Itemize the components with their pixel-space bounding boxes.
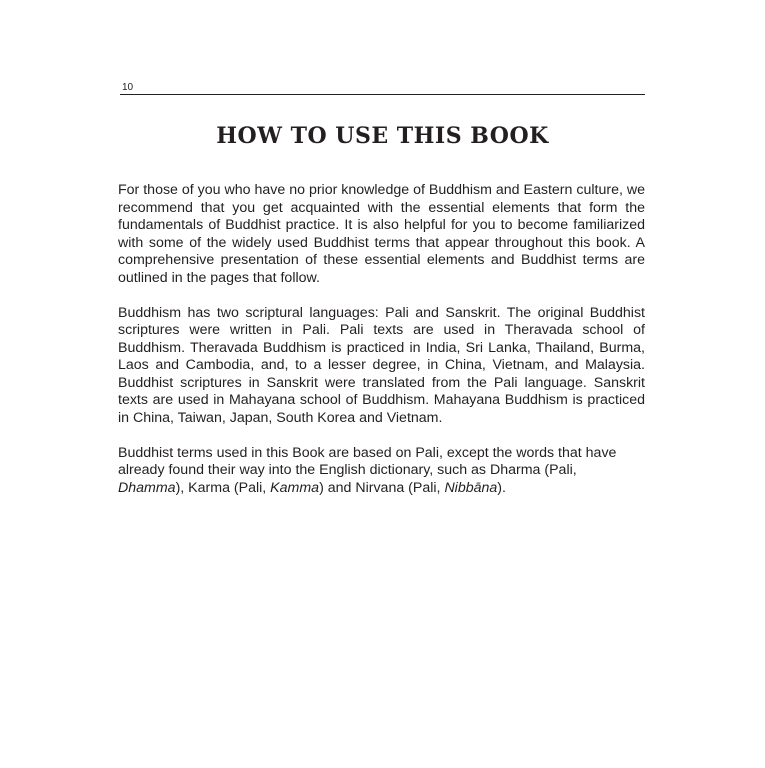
paragraph-3-text-1: Buddhist terms used in this Book are based on Pali, except the words that have already found their way into the English dictionary, such as Dharma (Pali, — [118, 444, 617, 478]
pali-term-kamma: Kamma — [270, 479, 320, 496]
paragraph-3 — [118, 445, 645, 498]
paragraph-3-text-2: ), Karma (Pali, — [175, 479, 271, 496]
paragraph-3-text-4: ). — [497, 479, 506, 496]
pali-term-dhamma: Dhamma — [118, 479, 176, 496]
page-title: HOW TO USE THIS BOOK — [216, 123, 549, 149]
body-text — [118, 182, 645, 515]
paragraph-1: For those of you who have no prior knowledge of Buddhism and Eastern culture, we recommend that you get acquainted with the essential elements that form the fundamentals of Buddhist practice. It is also helpful for you to become familiarized with some of the widely used Buddhist terms that appear throughout this book. A comprehensive presentation of these essential elements and Buddhist terms are outlined in the pages that follow. — [118, 182, 645, 286]
page-number: 10 — [122, 82, 134, 93]
paragraph-2: Buddhism has two scriptural languages: Pali and Sanskrit. The original Buddhist scriptures were written in Pali. Pali texts are used in Theravada school of Buddhism. Theravada Buddhism is practiced in India, Sri Lanka, Thailand, Burma, Laos and Cambodia, and, to a lesser degree, in China, Vietnam, and Malaysia. Buddhist scriptures in Sanskrit were translated from the Pali language. Sanskrit texts are used in Mahayana school of Buddhism. Mahayana Buddhism is practiced in China, Taiwan, Japan, South Korea and Vietnam. — [118, 304, 645, 426]
page-header — [120, 82, 645, 95]
pali-term-nibbana: Nibbāna — [444, 479, 498, 496]
paragraph-3-text-3: ) and Nirvana (Pali, — [319, 479, 445, 496]
